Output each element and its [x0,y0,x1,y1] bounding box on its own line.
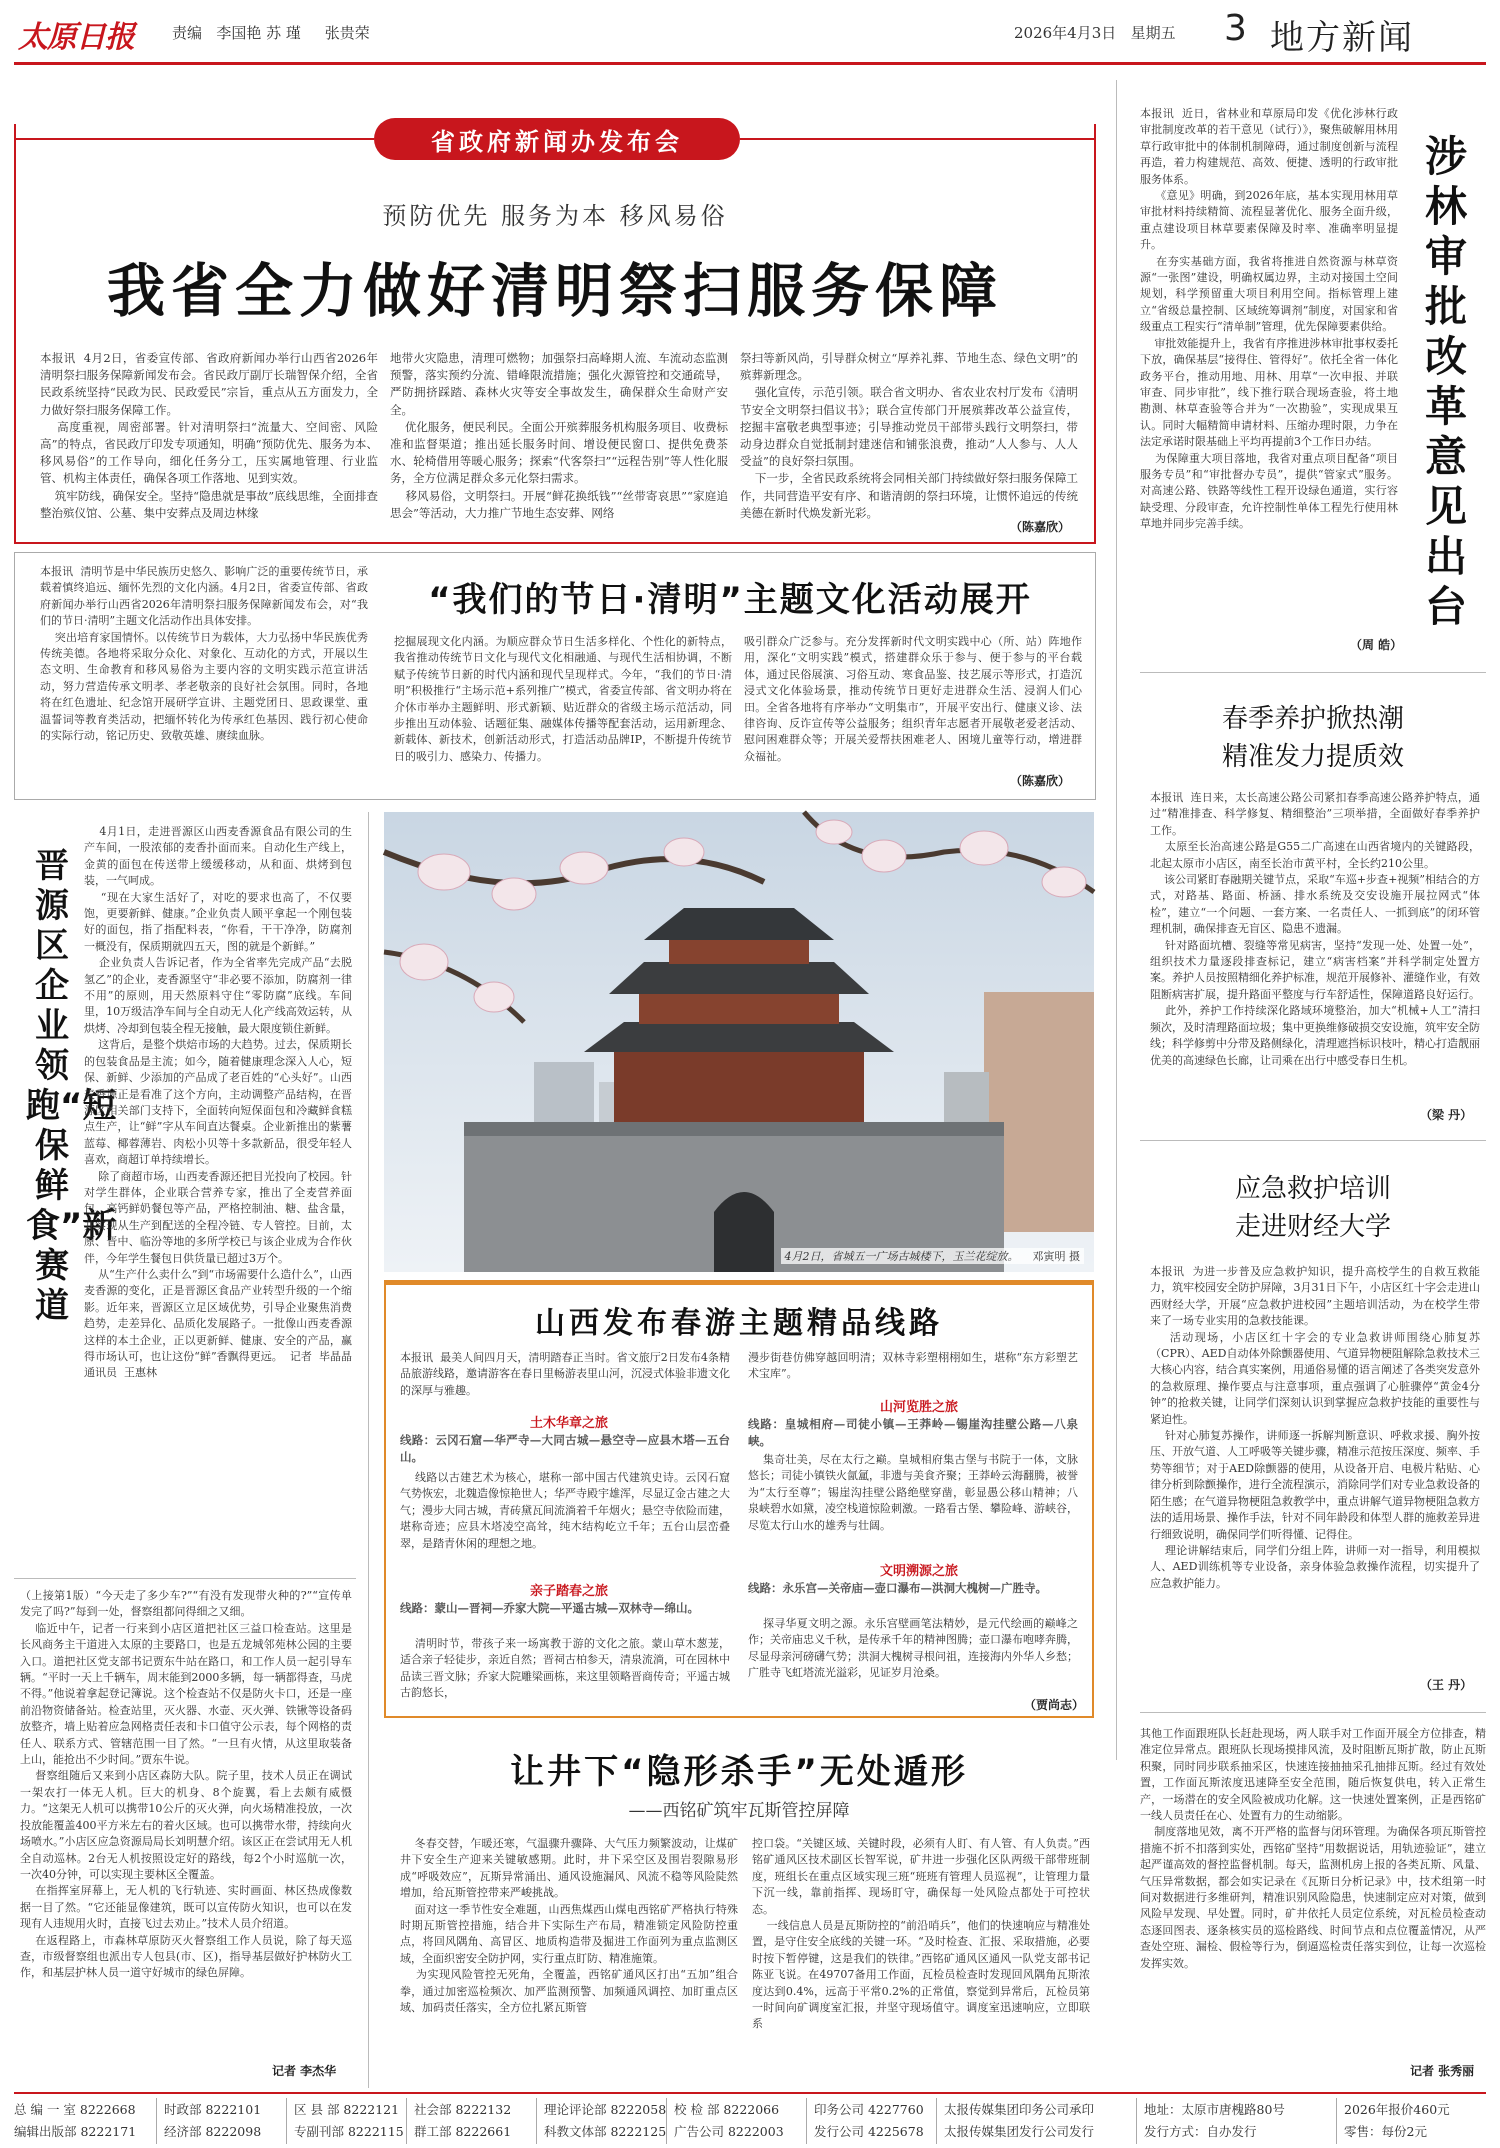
masthead [14,8,1486,56]
footer-divider [406,2098,407,2144]
route-desc: 漫步街巷仿佛穿越回明清；双林寺彩塑栩栩如生，堪称“东方彩塑艺术宝库”。 [748,1351,1078,1381]
page-number: 3 [1224,8,1247,49]
route-line: 线路：云冈石窟—华严寺—大同古城—悬空寺—应县木塔—五台山。 [400,1433,730,1464]
author: （陈嘉欣） [1010,774,1071,788]
newspaper-logo: 太原日报 [18,20,134,55]
article-lead: 本报讯 最美人间四月天，清明踏春正当时。省文旅厅2日发布4条精品旅游线路，邀请游客在春日里畅游表里山河，沉浸式体验非遗文化的深厚与雅趣。 [400,1351,730,1397]
author: （周 皓） [1350,638,1403,652]
photo-city-gate [384,812,1094,1272]
footer-divider [286,2098,287,2144]
article-forest-approval: 本报讯 近日，省林业和草原局印发《优化涉林行政审批制度改革的若干意见（试行）》，聚焦破解用林用草行政审批中的体制机制障碍，通过制度创新与流程再造，着力构建规范、高效、便捷、透明的行政审批服务体系。 《意见》明确，到2026年底，基本实现用林用草审批材料持续精简、流程显著优化、服务全面升级，重点建设项目林草要素保障及时率、准确率明显提升。 在夯实基础方面，我省将推进自然资源与林草资源“一张图”建设，明确权属边界，主动对接国土空间规划，科学预留重大项目利用空间。指标管理上建立“省级总量控制、区域统筹调剂”制度，对国家和省级重点工程实行“清单制”管理，优先保障要素供给。 审批效能提升上，我省有序推进涉林审批事权委托下放，确保基层“接得住、管得好”。依托全省一体化政务平台，推动用地、用林、用草“一次申报、并联审查、同步审批”，线下推行联合现场查验，将土地勘测、林草查验等合并为“一次勘验”，实现成果互认。同时大幅精简申请材料、压缩办理时限，力争在法定承诺时限基础上平均再提前3个工作日办结。 为保障重大项目落地，我省对重点项目配备“项目服务专员”和“审批督办专员”，提供“管家式”服务。对高速公路、铁路等线性工程开设绿色通道，实行容缺受理、分段审查，允许控制性单体工程先行使用林草地并同步完善手续。 [1140,107,1398,531]
editor-label: 责编 [172,24,203,42]
footer-cell: 时政部 8222101 [164,2102,262,2117]
route-desc: 清明时节，带孩子来一场寓教于游的文化之旅。蒙山草木葱茏，适合亲子轻徒步，亲近自然；晋祠古柏参天，清泉流淌，可在园林中品读三晋文脉；乔家大院雕梁画栋，来这里领略晋商传奇；平遥古城古韵悠长， [400,1637,730,1700]
article-col: 冬春交替，乍暖还寒，气温骤升骤降、大气压力频繁波动，让煤矿井下安全生产迎来关键敏感期。此时，井下采空区及围岩裂隙易形成“呼吸效应”，瓦斯异常涌出、通风设施漏风、风流不稳等风险陡然增加，给瓦斯管控带来严峻挑战。 面对这一季节性安全难题，山西焦煤西山煤电西铭矿严格执行特殊时期瓦斯管控措施，结合井下实际生产布局，精准锁定风险防控重点，将回风隅角、高冒区、地质构造带及掘进工作面列为重点监测区域，全面织密安全防护网，实行重点盯防、精准施策。 为实现风险管控无死角，全覆盖，西铭矿通风区打出“五加”组合拳，通过加密巡检频次、加严监测预警、加频通风调控、加盯重点区域、加码责任落实，全方位扎紧瓦斯管 [400,1837,738,2015]
route-desc: 集奇壮美，尽在太行之巅。皇城相府集古堡与书院于一体，文脉悠长；司徒小镇铁火氤氲，非遗与美食齐聚；王莽岭云海翻腾，被誉为“太行至尊”；锡崖沟挂壁公路绝壁穿凿，彰显愚公移山精神；八泉峡碧水如黛，凌空栈道惊险刺激。一路看古堡、攀险峰、游峡谷，尽览太行山水的雄秀与壮阔。 [748,1453,1078,1532]
vertical-headline: 涉林审批改革意见出台 [1424,132,1467,631]
footer-cell: 群工部 8222661 [414,2124,512,2139]
footer-cell: 理论评论部 8222058 [544,2102,667,2117]
route-line: 线路：皇城相府—司徒小镇—王莽岭—锡崖沟挂壁公路—八泉峡。 [748,1417,1078,1448]
footer-cell: 编辑出版部 8222171 [14,2124,137,2139]
article-col: 本报讯 清明节是中华民族历史悠久、影响广泛的重要传统节日，承载着慎终追远、缅怀先烈的文化内涵。4月2日，省委宣传部、省政府新闻办举行山西省2026年清明祭扫服务保障新闻发布会，对“我们的节日·清明”主题文化活动作出具体安排。 突出培育家国情怀。以传统节日为载体，大力弘扬中华民族优秀传统美德。各地将采取分众化、对象化、互动化的方式，开展以生态文明、生命教育和移风易俗为主要内容的文明实践示范宣讲活动，努力营造传承文明孝、孝老敬亲的良好社会氛围。同时，各地将在红色遗址、纪念馆开展研学宣讲、主题党团日、思政课堂、重温誓词等教育类活动，把缅怀转化为传承红色基因、践行初心使命的实际行动，铭记历史、致敬英雄、赓续血脉。 [40,565,368,743]
article-first-aid: 本报讯 为进一步普及应急救护知识，提升高校学生的自救互救能力，筑牢校园安全防护屏障，3月31日下午，小店区红十字会走进山西财经大学，开展“应急救护进校园”主题培训活动，为在校学生带来了一场专业实用的急救技能课。 活动现场，小店区红十字会的专业急救讲师围绕心肺复苏（CPR）、AED自动体外除颤器使用、气道异物梗阻解除急救技术三大核心内容，结合真实案例，用通俗易懂的语言阐述了各类突发意外的急救原理、操作要点与注意事项，重点强调了心脏骤停“黄金4分钟”的抢救关键，让同学们深刻认识到掌握应急救护技能的重要性与紧迫性。 针对心肺复苏操作，讲师逐一拆解判断意识、呼救求援、胸外按压、开放气道、人工呼吸等关键步骤，精准示范按压深度、频率、手势等细节；对于AED除颤器的使用，从设备开启、电极片粘贴、心律分析到除颤操作，进行全流程演示，消除同学们对专业急救设备的陌生感；在气道异物梗阻急救教学中，重点讲解气道异物梗阻急救方法的适用场景、操作手法，针对不同年龄段和体型人群的施救差异进行细致说明，确保同学们听得懂、记得住。 理论讲解结束后，同学们分组上阵，讲师一对一指导，利用模拟人、AED训练机等专业设备，亲身体验急救操作流程，切实提升了应急救护能力。 [1150,1265,1480,1590]
photo-credit: 邓寅明 摄 [1032,1250,1080,1263]
article-jinyuan-bakery: 4月1日，走进晋源区山西麦香源食品有限公司的生产车间，一股浓郁的麦香扑面而来。自动化生产线上，金黄的面包在传送带上缓缓移动，从和面、烘烤到包装，一气呵成。 “现在大家生活好了，对吃的要求也高了，不仅要饱，更要新鲜、健康。”企业负责人顾平拿起一个刚包装好的面包，指了指配料表，“你看，干干净净，防腐剂一概没有，保质期就四五天，图的就是个新鲜。” 企业负责人告诉记者，作为全省率先完成产品“去脱氢乙”的企业，麦香源坚守“非必要不添加，防腐剂一律不用”的原则，用天然原料守住“零防腐”底线。车间里，10万级洁净车间与全自动无人化产线高效运转，从烘烤、冷却到包装全程无接触，最大限度锁住新鲜。 这背后，是整个烘焙市场的大趋势。过去，保质期长的包装食品是主流；如今，随着健康理念深入人心，短保、新鲜、少添加的产品成了老百姓的“心头好”。山西麦香源正是看准了这个方向，主动调整产品结构，在晋源区相关部门支持下，全面转向短保面包和冷藏鲜食糕点生产，让“鲜”字从车间直达餐桌。企业新推出的紫薯蓝莓、椰蓉薄岩、肉松小贝等十多款新品，很受年轻人喜欢，商超订单持续增长。 除了商超市场，山西麦香源还把目光投向了校园。针对学生群体，企业联合营养专家，推出了全麦营养面包、高钙鲜奶餐包等产品，严格控制油、糖、盐含量，并实现从生产到配送的全程冷链、专人管控。目前，太原、晋中、临汾等地的多所学校已与该企业成为合作伙伴，今年学生餐包日供货量已超过3万个。 从“生产什么卖什么”到“市场需要什么造什么”，山西麦香源的变化，正是晋源区食品产业转型升级的一个缩影。近年来，晋源区立足区域优势，引导企业聚焦消费趋势，走差异化、品质化发展路子。一批像山西麦香源这样的本土企业，正以更新鲜、健康、安全的产品，赢得市场认可，也让这份“鲜”香飘得更远。 记者 毕晶晶 通讯员 王惠林 [84,825,352,1380]
author: 记者 李杰华 [272,2064,337,2078]
vertical-headline: 晋源区企业领跑“短保鲜食”新赛道 [26,846,117,1326]
article-col: 其他工作面跟班队长赶赴现场，两人联手对工作面开展全方位排查，精准定位异常点。跟班队长现场摸排风流，及时阻断瓦斯扩散，防止瓦斯积聚，同时同步联系抽采区，快速连接抽抽采孔抽排瓦斯。经过有效处置，工作面瓦斯浓度迅速降至安全范围，随后恢复供电，转入正常生产，一场潜在的安全风险被成功化解。这一快速处置案例，正是西铭矿一线人员责任在心、处置有力的生动缩影。 制度落地见效，离不开严格的监督与闭环管理。为确保各项瓦斯管控措施不折不扣落到实处，西铭矿坚持“用数据说话，用轨迹验证”，建立起严谨高效的督控监督机制。每天，监测机房上报的各类瓦斯、风量、气压异常数据，都会如实记录在《瓦斯日分析记录》中，技术组第一时间对数据进行多维研判，精准识别风险隐患，快速制定应对对策，做到风险早发现、早处置。同时，矿井依托人员定位系统，对瓦检员检查动态逐回图表、逐条核实员的巡检路线、时间节点和点位覆盖情况，从严查处空班、漏检、假检等行为，倒逼巡检责任落实到位，让每一次巡检发挥实效。 [1140,1727,1486,1970]
article-col: 祭扫等新风尚，引导群众树立“厚养礼葬、节地生态、绿色文明”的殡葬新理念。 强化宣传，示范引领。联合省文明办、省农业农村厅发布《清明节安全文明祭扫倡议书》；联合宣传部门开展殡葬改革公益宣传，挖掘丰富敬老典型事迹；引导推动党员干部带头践行文明祭扫，带动身边群众自觉抵制封建迷信和铺张浪费，推动“人人参与、人人受益”的良好祭扫氛围。 下一步，全省民政系统将会同相关部门持续做好祭扫服务保障工作，共同营造平安有序、和谐清朗的祭扫环境，让惯怀追远的传统美德在新时代焕发新光彩。 [740,351,1079,520]
article-headline: “我们的节日·清明”主题文化活动展开 [428,580,1032,620]
photo-caption: 4月2日，省城五一广场古城楼下，玉兰花绽放。 [784,1250,1019,1263]
press-conference-banner [374,118,740,160]
author: （陈嘉欣） [1010,520,1071,534]
route-line: 线路：蒙山—晋祠—乔家大院—平遥古城—双林寺—绵山。 [400,1601,699,1615]
article-col: 挖掘展现文化内涵。为顺应群众节日生活多样化、个性化的新特点，我省推动传统节日文化与现代文化相融通、与现代生活相协调，不断赋予传统节日新的时代内涵和现代呈现样式。今年，“我们的节日·清明”积极推行“主场示范+系列推广”模式，省委宣传部、省文明办将在介休市举办主题鲜明、形式新颖、贴近群众的省级主场示范活动，同步推出互动体验、话题征集、融媒体传播等配套活动，运用新理念、新载体、新技术，创新活动形式，打造活动品牌IP，不断提升传统节日的吸引力、感染力、传播力。 [394,635,732,763]
footer-cell: 社会部 8222132 [414,2102,512,2117]
footer-divider [806,2098,807,2144]
author: （贾尚志） [1024,1698,1085,1712]
footer-divider [936,2098,937,2144]
route-line: 线路：永乐宫—关帝庙—壶口瀑布—洪洞大槐树—广胜寺。 [748,1581,1047,1595]
footer-divider [1136,2098,1137,2144]
article-headline: 山西发布春游主题精品线路 [535,1306,943,1341]
route-desc: 线路以古建艺术为核心，堪称一部中国古代建筑史诗。云冈石窟气势恢宏，北魏造像惊艳世人；华严寺殿宇雄浑，尽显辽金古建之大气；漫步大同古城，青砖黛瓦间流淌着千年烟火；悬空寺依险而建，堪称奇迹；应县木塔凌空高耸，纯木结构屹立千年；五台山层峦叠翠，是踏青休闲的理想之地。 [400,1471,730,1550]
route-heading: 亲子踏春之旅 [530,1584,609,1599]
banner-text: 省政府新闻办发布会 [431,127,683,156]
footer-cell: 发行公司 4225678 [814,2124,924,2139]
footer-divider [156,2098,157,2144]
footer-cell: 广告公司 8222003 [674,2124,784,2139]
footer-cell: 经济部 8222098 [164,2124,262,2139]
section-name: 地方新闻 [1270,18,1414,58]
article-col: 吸引群众广泛参与。充分发挥新时代文明实践中心（所、站）阵地作用，深化“文明实践”模式，搭建群众乐于参与、便于参与的平台载体，通过民俗展演、习俗互动、寒食品鉴、技艺展示等形式，打造沉浸式文化体验场景，推动传统节日更好走进群众生活、浸润人们心田。全省各地将有序举办“文明集市”，开展平安出行、健康义诊、法律咨询、反诈宣传等公益服务；组织青年志愿者开展敬老爱老活动、慰问困难群众等；开展关爱帮扶困难老人、困境儿童等行动，增进群众福祉。 [744,635,1082,763]
article-continued: （上接第1版）“今天走了多少车?”“有没有发现带火种的?”“宣传单发完了吗?”每到一处，督察组都问得细之又细。 临近中午，记者一行来到小店区道把社区三益口检查站。这里是长风商务主干道进入太原的主要路口，也是五龙城邻苑林公园的主要入口。道把社区党支部书记贾东牛站在路口，和工作人员一起引导车辆。“平时一天上千辆车，周末能到2000多辆，每一辆都得查，马虎不得。”他说着拿起登记簿说。这个检查站不仅是防火卡口，还是一座前沿物资储备站。检查站里，灭火器、水壶、灭火弹、铁锹等设备码放整齐，墙上贴着应急网格责任表和卡口值守公示表，每个网格的责任人、联系方式、管辖范围一目了然。“一旦有火情，从这里取装备上山，能抢出不少时间。”贾东牛说。 督察组随后又来到小店区森防大队。院子里，技术人员正在调试一架农打一体无人机。巨大的机身、8个旋翼，看上去颇有威慑力。“这架无人机可以携带10公斤的灭火弹，向火场精准投放，一次投放能覆盖400平方米左右的着火区域。也可以携带水带，持续向火场喷水。”小店区应急资源局局长刘明慧介绍。该区正在尝试用无人机全自动巡林。2台无人机按照设定好的路线，每2个小时巡航一次，一次40分钟，可以实现主要林区全覆盖。 在指挥室屏幕上，无人机的飞行轨迹、实时画面、林区热成像数据一目了然。“它还能显像建筑，既可以宣传防火知识，也可以在发现有人违规用火时，直接飞过去劝止。”技术人员介绍道。 在返程路上，市森林草原防灭火督察组工作人员说，除了每天巡查，市级督察组也派出专人包县(市、区)，指导基层做好护林防火工作，和基层护林人员一道守好城市的绿色屏障。 [20,1589,352,1980]
article-subtitle: ——西铭矿筑牢瓦斯管控屏障 [628,1801,850,1821]
footer-cell: 太报传媒集团发行公司发行 [944,2124,1095,2139]
route-heading: 山河览胜之旅 [880,1400,959,1415]
city-gate-illustration [384,812,1094,1272]
article-col: 控口袋。“关键区域、关键时段，必须有人盯、有人管、有人负责。”西铭矿通风区技术副区长智军说，矿井进一步强化区队两级干部带班制度，班组长在重点区域实现三班“班班有管理人员巡视”，让管理力量下沉一线，靠前指挥、现场盯守，确保每一处风险点都处于可控状态。 一线信息人员是瓦斯防控的“前沿哨兵”，他们的快速响应与精准处置，是守住安全底线的关键一环。“及时检查、汇报、采取措施，必要时按下暂停键，这是我们的铁律。”西铭矿通风区通风一队党支部书记陈亚飞说。在49707备用工作面，瓦检员检查时发现回风隅角瓦斯浓度达到0.4%，远高于平常0.2%的正常值，察觉到异常后，瓦检员第一时间向矿调度室汇报，并坚守现场值守。调度室迅速响应，立即联系 [752,1837,1090,2031]
footer-cell: 零售：每份2元 [1344,2124,1427,2139]
article-highway-maintenance: 本报讯 连日来，太长高速公路公司紧扣春季高速公路养护特点，通过“精准排查、科学修复、精细整治”三项举措，全面做好春季养护工作。 太原至长治高速公路是G55二广高速在山西省境内的关键路段，北起太原市小店区，南至长治市黄平村，全长约210公里。 该公司紧盯春融期关键节点，采取“车巡+步查+视频”相结合的方式，对路基、路面、桥涵、排水系统及交安设施开展拉网式“体检”，建立“一个问题、一套方案、一名责任人、一抓到底”的闭环管理机制，确保排查无盲区、隐患不遗漏。 针对路面坑槽、裂缝等常见病害，坚持“发现一处、处置一处”，组织技术力量逐段排查标记，建立“病害档案”并科学制定处置方案。养护人员按照精细化养护标准，规范开展修补、灌缝作业，有效阻断病害扩展，提升路面平整度与行车舒适性，保障道路良好运行。 此外，养护工作持续深化路域环境整治，加大“机械+人工”清扫频次，及时清理路面垃圾；集中更换维修破损交安设施，筑牢安全防线；科学修剪中分带及路侧绿化，清理遮挡标识枝叶，精心打造靓丽优美的高速绿色长廊，让司乘在出行中感受春日生机。 [1150,791,1480,1067]
footer-contacts [14,2098,1486,2146]
proofreader: 张贵荣 [324,24,370,42]
footer-cell: 专副刊部 8222115 [294,2124,404,2139]
footer-cell: 地址：太原市唐槐路80号 [1144,2102,1285,2117]
article-col: 地带火灾隐患，清理可燃物；加强祭扫高峰期人流、车流动态监测预警，落实预约分流、错峰限流措施；强化火源管控和交通疏导，严防拥挤踩踏、森林火灾等安全事故发生，确保群众生命财产安全。 优化服务，便民利民。全面公开殡葬服务机构服务项目、收费标准和监督渠道；推出延长服务时间、增设便民窗口、提供免费茶水、轮椅借用等暖心服务；探索“代客祭扫”“远程告别”等人性化服务，全方位满足群众多元化祭扫需求。 移风易俗，文明祭扫。开展“鲜花换纸钱”“丝带寄哀思”“家庭追思会”等活动，大力推广节地生态安葬、网络 [390,351,729,520]
article-kicker: 预防优先 服务为本 移风易俗 [382,202,728,230]
article-headline: 让井下“隐形杀手”无处遁形 [510,1752,968,1792]
article-headline: 春季养护掀热潮 精准发力提质效 [1221,704,1404,772]
footer-cell: 校 检 部 8222066 [674,2102,780,2117]
issue-date: 2026年4月3日 [1014,24,1117,42]
article-col: 本报讯 4月2日，省委宣传部、省政府新闻办举行山西省2026年清明祭扫服务保障新闻发布会。省民政厅副厅长瑞智保介绍，全省民政系统坚持“民政为民、民政爱民”宗旨，重点从五方面发力，全力做好祭扫服务保障工作。 高度重视，周密部署。针对清明祭扫“流量大、空间密、风险高”的特点，省民政厅印发专项通知，明确“预防优先、服务为本、移风易俗”的工作导向，细化任务分工，压实属地管理、行业监管、机构主体责任，确保各项工作落地、见到实效。 筑牢防线，确保安全。坚持“隐患就是事故”底线思维，全面排查整治殡仪馆、公墓、集中安葬点及周边林缘 [40,351,378,520]
footer-divider [666,2098,667,2144]
issue-weekday: 星期五 [1130,24,1176,42]
editor-names: 李国艳 苏 瑾 [216,24,301,42]
author: （梁 丹） [1420,1108,1473,1122]
footer-cell: 发行方式：自办发行 [1144,2124,1257,2139]
footer-cell: 印务公司 4227760 [814,2102,924,2117]
footer-divider [1336,2098,1337,2144]
article-headline: 我省全力做好清明祭扫服务保障 [106,257,1003,325]
footer-rule [14,2092,1486,2094]
masthead-rule [14,62,1486,65]
author: （王 丹） [1420,1678,1473,1692]
author: 记者 张秀丽 [1410,2064,1475,2078]
footer-cell: 总 编 一 室 8222668 [14,2102,136,2117]
footer-cell: 太报传媒集团印务公司承印 [944,2102,1095,2117]
article-headline: 应急救护培训 走进财经大学 [1234,1174,1391,1242]
footer-cell: 2026年报价460元 [1344,2102,1450,2117]
footer-cell: 科教文体部 8222125 [544,2124,667,2139]
footer-divider [536,2098,537,2144]
route-heading: 土木华章之旅 [530,1416,609,1431]
route-heading: 文明溯源之旅 [880,1564,959,1579]
footer-cell: 区 县 部 8222121 [294,2102,400,2117]
route-desc: 探寻华夏文明之源。永乐宫壁画笔法精妙，是元代绘画的巅峰之作；关帝庙忠义千秋，是传承千年的精神图腾；壶口瀑布咆哮奔腾，尽显母亲河磅礴气势；洪洞大槐树寻根问祖，连接海内外华人乡愁；广胜寺飞虹塔流光溢彩，见证岁月沧桑。 [748,1617,1078,1680]
